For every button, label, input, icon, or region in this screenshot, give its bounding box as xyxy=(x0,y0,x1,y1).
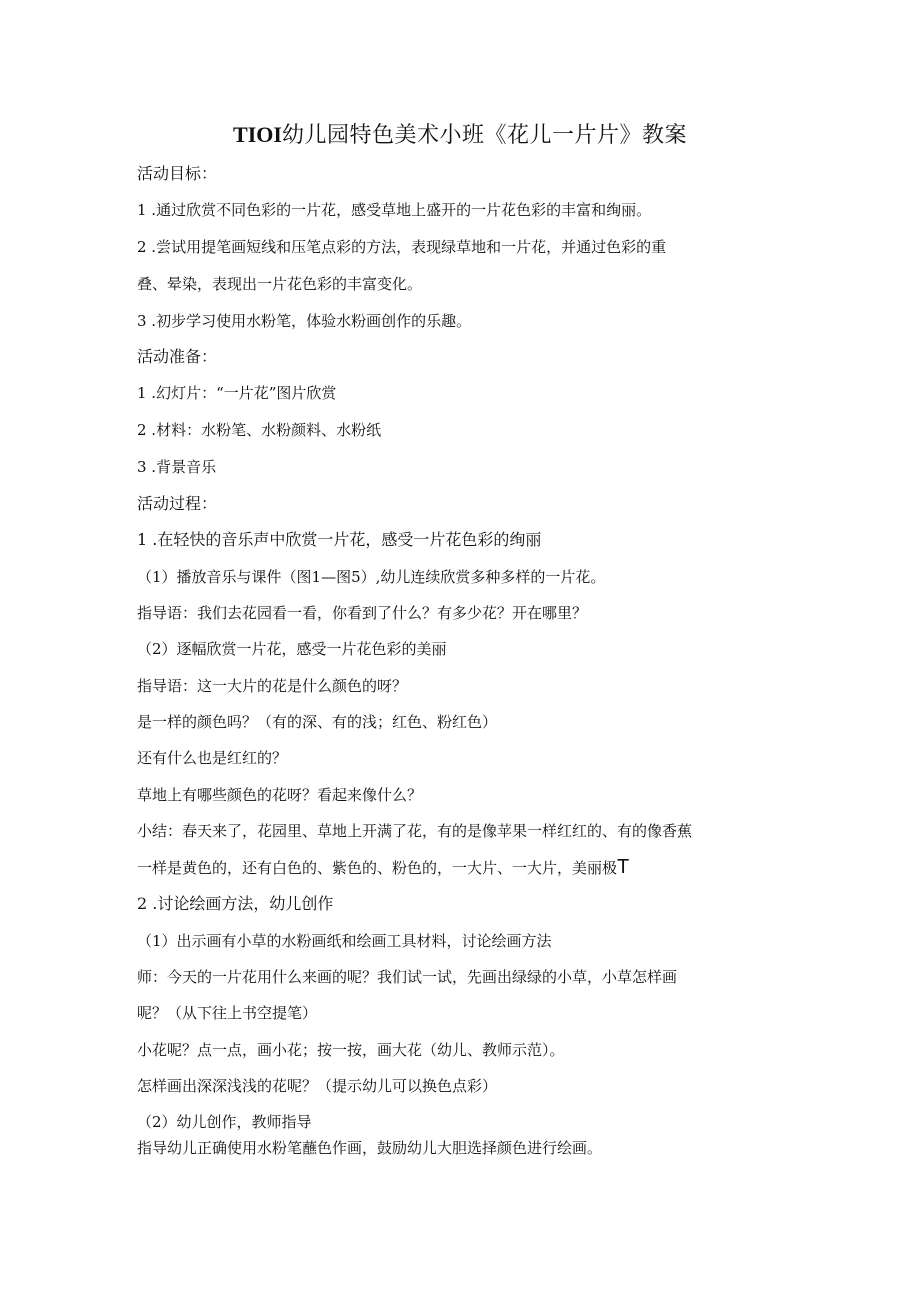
paragraph-line: （2）逐幅欣赏一片花，感受一片花色彩的美丽 xyxy=(137,640,447,658)
paragraph-line: 怎样画出深深浅浅的花呢？（提示幼儿可以换色点彩） xyxy=(137,1077,498,1095)
paragraph-line: 1 .通过欣赏不同色彩的一片花，感受草地上盛开的一片花色彩的丰富和绚丽。 xyxy=(137,201,652,219)
paragraph-line: （1）播放音乐与课件（图1—图5）,幼儿连续欣赏多种多样的一片花。 xyxy=(137,568,606,586)
paragraph-line: 指导语：这一大片的花是什么颜色的呀？ xyxy=(137,677,408,695)
paragraph-line: （1）出示画有小草的水粉画纸和绘画工具材料，讨论绘画方法 xyxy=(137,932,552,950)
paragraph-line: （2）幼儿创作，教师指导 xyxy=(137,1113,312,1131)
paragraph-line-with-glyph xyxy=(137,856,629,879)
paragraph-line: 2 .尝试用提笔画短线和压笔点彩的方法，表现绿草地和一片花，并通过色彩的重 xyxy=(137,238,667,256)
paragraph-line: 还有什么也是红红的？ xyxy=(137,749,288,767)
paragraph-line: 指导幼儿正确使用水粉笔蘸色作画，鼓励幼儿大胆选择颜色进行绘画。 xyxy=(137,1139,603,1157)
paragraph-line: 师：今天的一片花用什么来画的呢？我们试一试，先画出绿绿的小草，小草怎样画 xyxy=(137,968,678,986)
trailing-glyph: T xyxy=(617,856,630,878)
paragraph-line: 3 .初步学习使用水粉笔，体验水粉画创作的乐趣。 xyxy=(137,312,472,330)
paragraph-line: 呢？（从下往上书空提笔） xyxy=(137,1004,318,1022)
paragraph-line: 2 .材料：水粉笔、水粉颜料、水粉纸 xyxy=(137,421,382,439)
section-heading-process: 活动过程： xyxy=(137,494,218,513)
subsection-heading: 1 .在轻快的音乐声中欣赏一片花，感受一片花色彩的绚丽 xyxy=(137,530,542,549)
paragraph-line: 3 .背景音乐 xyxy=(137,458,217,476)
title-main: 幼儿园特色美术小班《花儿一片片》教案 xyxy=(281,123,687,148)
paragraph-line: 指导语：我们去花园看一看，你看到了什么？有多少花？开在哪里？ xyxy=(137,604,588,622)
paragraph-line: 草地上有哪些颜色的花呀？看起来像什么？ xyxy=(137,786,423,804)
paragraph-line: 叠、晕染，表现出一片花色彩的丰富变化。 xyxy=(137,275,423,293)
section-heading-goals: 活动目标： xyxy=(137,164,218,183)
paragraph-line: 小花呢？点一点，画小花；按一按，画大花（幼儿、教师示范）。 xyxy=(137,1041,565,1059)
section-heading-preparation: 活动准备： xyxy=(137,347,218,366)
title-prefix: TIOI xyxy=(233,122,282,147)
paragraph-text: 一样是黄色的，还有白色的、紫色的、粉色的，一大片、一大片，美丽极 xyxy=(137,859,618,877)
paragraph-line: 小结：春天来了，花园里、草地上开满了花，有的是像苹果一样红红的、有的像香蕉 xyxy=(137,822,693,840)
paragraph-line: 是一样的颜色吗？（有的深、有的浅；红色、粉红色） xyxy=(137,713,498,731)
document-title xyxy=(0,118,920,153)
paragraph-line: 1 .幻灯片：“一片花”图片欣赏 xyxy=(137,384,337,402)
subsection-heading: 2 .讨论绘画方法，幼儿创作 xyxy=(137,894,334,913)
